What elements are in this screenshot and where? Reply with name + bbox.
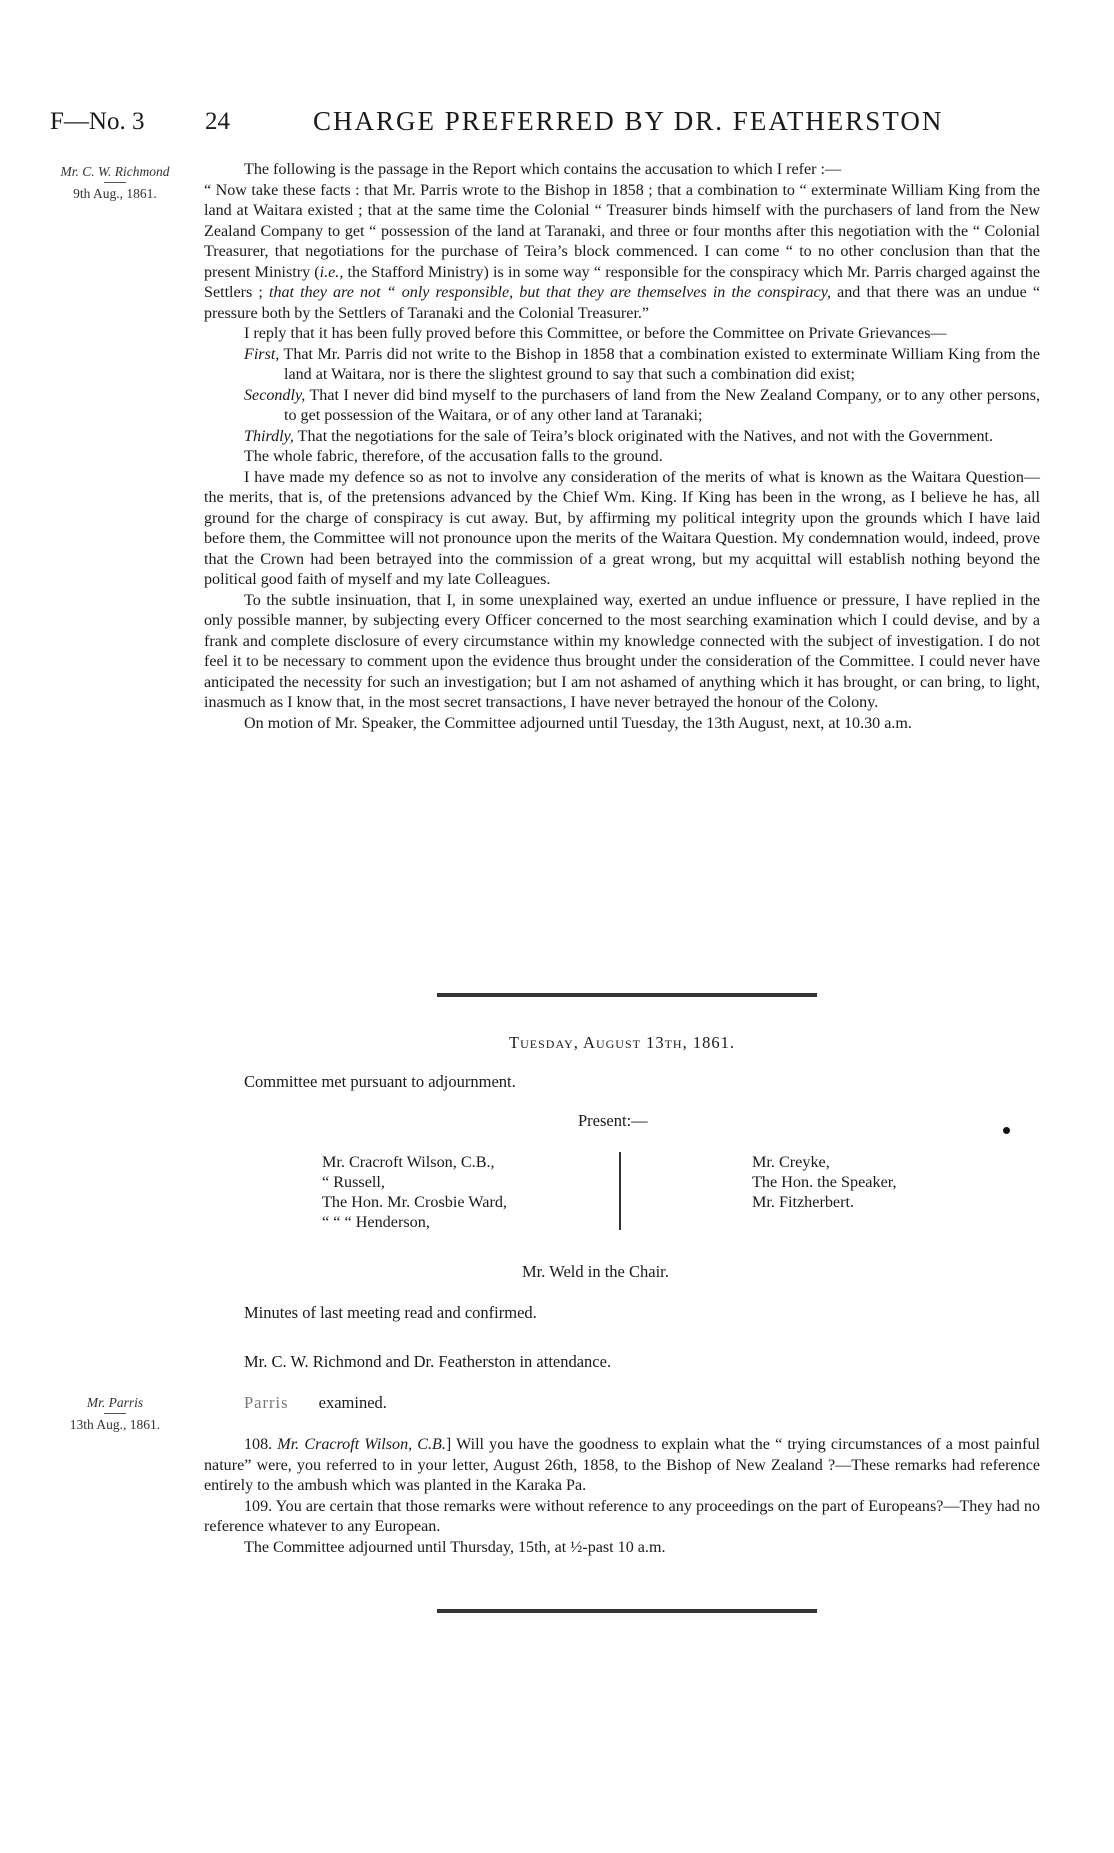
question-number: 108. xyxy=(244,1436,273,1453)
member: Mr. Cracroft Wilson, C.B., xyxy=(322,1153,495,1171)
page-number: 24 xyxy=(205,108,230,135)
member: “ “ “ Henderson, xyxy=(322,1213,430,1231)
present-label: Present:— xyxy=(578,1111,648,1130)
quote-part-b: the Stafford Ministry) is in some way “ responsible for the conspiracy which Mr. Parris charged against the Settlers ; xyxy=(204,263,1040,301)
closing-divider xyxy=(437,1609,817,1613)
margin-note-rule xyxy=(104,1413,126,1414)
point-label: First, xyxy=(244,345,280,363)
margin-note-parris xyxy=(40,1395,190,1433)
insinuation-paragraph: To the subtle insinuation, that I, in some unexplained way, exerted an undue influence or pressure, I have replied in the only possible manner, by subjecting every Officer concerned to the most searching examination which I could devise, and by a frank and complete disclosure of every circumstance within my knowledge connected with the subject of investigation. I do not feel it to be necessary to comment upon the evidence thus brought under the consideration of the Committee. I could never have anticipated the necessity for such an investigation; but I am not ashamed of anything which it has brought, or can bring, to light, inasmuch as I know that, in the most secret transactions, I have never betrayed the honour of the Colony. xyxy=(204,591,1040,711)
attendance-note: Mr. C. W. Richmond and Dr. Featherston in attendance. xyxy=(244,1352,612,1371)
section-divider xyxy=(437,993,817,997)
point-text: That Mr. Parris did not write to the Bishop in 1858 that a combination existed to exterminate William King from the land at Waitara, nor is there the slightest ground to say that such a combination did exist; xyxy=(279,345,1040,383)
minutes-note: Minutes of last meeting read and confirmed. xyxy=(244,1303,537,1322)
intro-paragraph: The following is the passage in the Report which contains the accusation to which I refer :— xyxy=(244,161,842,178)
margin-note-name: Mr. Parris xyxy=(86,1395,144,1410)
final-adjournment: The Committee adjourned until Thursday, 15th, at ½-past 10 a.m. xyxy=(244,1538,666,1556)
member: “ Russell, xyxy=(322,1173,385,1191)
margin-note-rule xyxy=(104,182,126,183)
margin-note-name: Mr. C. W. Richmond xyxy=(60,164,170,179)
point-label: Thirdly, xyxy=(244,427,294,445)
question-speaker: Mr. Cracroft Wilson, C.B. xyxy=(277,1436,446,1453)
point-third xyxy=(204,427,1040,448)
point-label: Secondly, xyxy=(244,386,306,404)
question-text: ] Will you have the goodness to explain what the “ trying circumstances of a most painful nature” were, you referred to in your letter, August 26th, 1858, to the Bishop of New Zealand ?—These remarks had reference entirely to the ambush which was planted in the Karaka Pa. xyxy=(204,1436,1040,1494)
member: The Hon. the Speaker, xyxy=(752,1173,897,1191)
quote-part-c: and that there was an undue “ pressure both by the Settlers of Taranaki and the Colonial Treasurer.” xyxy=(204,284,1040,322)
member: Mr. Fitzherbert. xyxy=(752,1193,855,1211)
margin-note-date: 9th Aug., 1861. xyxy=(73,186,157,201)
present-members-right xyxy=(752,1152,897,1212)
defence-paragraph: I have made my defence so as not to involve any consideration of the merits of what is known as the Waitara Question—the merits, that is, of the pretensions advanced by the Chief Wm. King. If King has been in the wrong, as I believe he has, all ground for the charge of conspiracy is cut away. But, by affirming my political integrity upon the grounds which I have laid before them, the Committee will not pronounce upon the merits of the Waitara Question. My condemnation would, indeed, prove that the Crown had been betrayed into the commission of a great wrong, but my acquittal will establish nothing beyond the political good faith of myself and my late Colleagues. xyxy=(204,468,1040,588)
question-109: 109. You are certain that those remarks were without reference to any proceedings on the part of Europeans?—They had no reference whatever to any European. xyxy=(204,1497,1040,1535)
document-reference: F—No. 3 xyxy=(50,108,145,135)
adjournment-paragraph: On motion of Mr. Speaker, the Committee adjourned until Tuesday, the 13th August, next, at 10.30 a.m. xyxy=(244,714,912,732)
quote-ie: i.e., xyxy=(319,263,344,281)
quote-part-a: “ Now take these facts : that Mr. Parris wrote to the Bishop in 1858 ; that a combination to “ exterminate William King from the land at Waitara existed ; that at the same time the Colonial “ Treasurer binds himself with the purchasers of land from the New Zealand Company to get “ possession of the land at Taranaki, and three or four months after this negotiation with the “ Colonial Treasurer, that negotiations for the purchase of Teira’s block commenced. I can come “ to no other conclusion than that the present Ministry ( xyxy=(204,181,1040,281)
fabric-paragraph: The whole fabric, therefore, of the accusation falls to the ground. xyxy=(244,448,663,465)
reply-paragraph: I reply that it has been fully proved before this Committee, or before the Committee on Private Grievances— xyxy=(244,325,947,342)
examination-line xyxy=(244,1393,387,1413)
margin-note-richmond xyxy=(40,164,190,202)
point-text: That I never did bind myself to the purchasers of land from the New Zealand Company, or to any other persons, to get possession of the Waitara, or of any other land at Taranaki; xyxy=(284,386,1040,424)
quoted-passage xyxy=(204,181,1040,325)
question-108 xyxy=(204,1435,1040,1497)
point-text: That the negotiations for the sale of Teira’s block originated with the Natives, and not with the Government. xyxy=(293,427,994,445)
member: The Hon. Mr. Crosbie Ward, xyxy=(322,1193,507,1211)
present-members-left xyxy=(322,1152,507,1232)
column-separator xyxy=(619,1152,621,1230)
meeting-opened: Committee met pursuant to adjournment. xyxy=(244,1072,516,1091)
member: Mr. Creyke, xyxy=(752,1153,830,1171)
meeting-date-heading: Tuesday, August 13th, 1861. xyxy=(509,1033,735,1052)
evidence-block xyxy=(204,1435,1040,1558)
quote-italic: that they are not “ only responsible, but that they are themselves in the conspiracy, xyxy=(268,284,831,301)
margin-note-date: 13th Aug., 1861. xyxy=(69,1417,161,1432)
ink-dot xyxy=(1003,1127,1010,1134)
point-second xyxy=(204,386,1040,427)
examined-name: Parris xyxy=(244,1393,289,1412)
examined-label: examined. xyxy=(318,1393,387,1412)
chair-note: Mr. Weld in the Chair. xyxy=(522,1262,669,1281)
report-body xyxy=(204,160,1040,734)
page-title: CHARGE PREFERRED BY DR. FEATHERSTON xyxy=(313,106,944,136)
point-first xyxy=(204,345,1040,386)
